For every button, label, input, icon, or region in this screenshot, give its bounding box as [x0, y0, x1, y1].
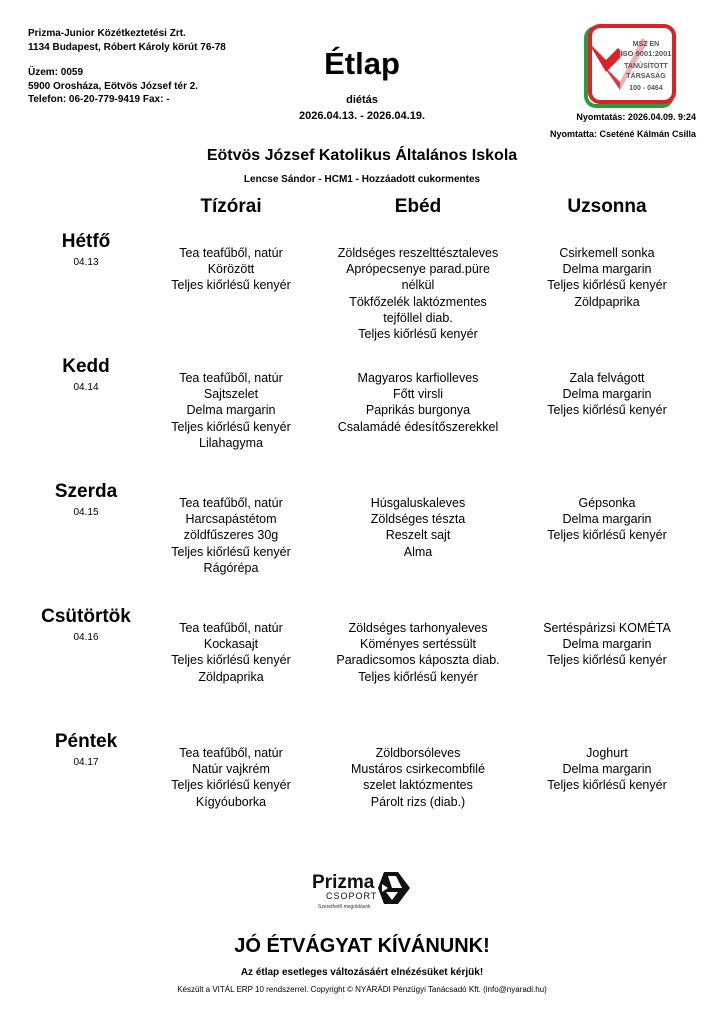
menu-cell-tizorai	[126, 495, 336, 576]
menu-item: Gépsonka	[578, 496, 636, 510]
menu-item: Natúr vajkrém	[192, 762, 270, 777]
menu-item: nélkül	[401, 278, 435, 293]
menu-item: Kockasajt	[203, 637, 259, 652]
menu-cell-ebed	[313, 620, 523, 685]
menu-item: tejföllel diab.	[383, 310, 453, 325]
menu-cell-tizorai	[126, 620, 336, 685]
menu-item: Teljes kiőrlésű kenyér	[171, 544, 291, 559]
company-address: 1134 Budapest, Róbert Károly körút 76-78	[28, 41, 226, 53]
column-header-ebed: Ebéd	[394, 196, 442, 217]
menu-cell-ebed	[313, 245, 523, 342]
day-date: 04.17	[73, 757, 99, 768]
phone: Telefon: 06-20-779-9419 Fax: -	[28, 94, 170, 105]
menu-item: Teljes kiőrlésű kenyér	[547, 403, 667, 418]
menu-cell-tizorai	[126, 370, 336, 451]
menu-item: Párolt rizs (diab.)	[370, 794, 466, 809]
menu-item: Teljes kiőrlésű kenyér	[358, 327, 478, 342]
menu-item: Köményes sertéssült	[359, 637, 477, 652]
menu-item: Zöldborsóleves	[375, 746, 461, 760]
menu-item: Magyaros karfiolleves	[357, 371, 479, 385]
prizma-logo	[310, 866, 416, 916]
menu-item: Tökfőzelék laktózmentes	[349, 294, 487, 309]
footer-apology: Az étlap esetleges változásáért elnézésüket kérjük!	[240, 967, 484, 978]
menu-item: Delma margarin	[562, 637, 652, 652]
menu-item: Teljes kiőrlésű kenyér	[171, 419, 291, 434]
menu-item: Tea teafűből, natúr	[179, 746, 283, 760]
menu-item: Harcsapástétom	[185, 512, 277, 527]
prism-icon	[378, 872, 410, 904]
menu-item: Teljes kiőrlésű kenyér	[171, 653, 291, 668]
menu-cell-uzsonna	[502, 245, 712, 310]
day-name: Kedd	[62, 356, 110, 377]
menu-item: Főtt virsli	[393, 387, 443, 402]
company-name: Prizma-Junior Közétkeztetési Zrt.	[28, 28, 186, 39]
menu-item: Reszelt sajt	[385, 528, 451, 543]
menu-cell-ebed	[313, 370, 523, 435]
menu-item: Aprópecsenye parad.püre	[346, 262, 490, 277]
menu-item: Mustáros csirkecombfilé	[350, 762, 486, 777]
menu-item: zöldfűszeres 30g	[183, 528, 279, 543]
school-name: Eötvös József Katolikus Általános Iskola	[206, 147, 518, 164]
menu-item: Delma margarin	[562, 387, 652, 402]
iso-certificate-logo	[584, 24, 676, 108]
menu-item: Teljes kiőrlésű kenyér	[547, 278, 667, 293]
diet-line: Lencse Sándor - HCM1 - Hozzáadott cukormentes	[243, 174, 481, 185]
plant-address: 5900 Orosháza, Eötvös József tér 2.	[28, 80, 199, 92]
menu-item: Teljes kiőrlésű kenyér	[171, 278, 291, 293]
menu-item: Húsgaluskaleves	[370, 496, 466, 510]
date-range: 2026.04.13. - 2026.04.19.	[299, 110, 425, 122]
cert-line-3: TANÚSÍTOTT	[624, 63, 668, 70]
menu-cell-uzsonna	[502, 495, 712, 544]
day-name: Szerda	[54, 481, 118, 502]
menu-item: Delma margarin	[562, 512, 652, 527]
day-date: 04.15	[73, 507, 99, 518]
print-date: Nyomtatás: 2026.04.09. 9:24	[576, 112, 696, 122]
menu-item: Tea teafűből, natúr	[179, 246, 283, 260]
menu-item: Csalamádé édesítőszerekkel	[337, 419, 499, 434]
cert-line-4: TÁRSASÁG	[626, 73, 666, 80]
logo-sub: CSOPORT	[326, 891, 378, 901]
day-date: 04.16	[73, 632, 99, 643]
menu-item: Teljes kiőrlésű kenyér	[547, 778, 667, 793]
footer-copyright: Készült a VITÁL ERP 10 rendszerrel. Copyright © NYÁRÁDI Pénzügyi Tanácsadó Kft. (info@nyaradi.hu)	[177, 985, 547, 994]
menu-type: diétás	[346, 94, 378, 106]
menu-item: Rágórépa	[203, 560, 259, 575]
menu-cell-tizorai	[126, 245, 336, 294]
menu-item: Alma	[403, 544, 433, 559]
menu-item: Zala felvágott	[569, 371, 645, 385]
menu-item: Tea teafűből, natúr	[179, 371, 283, 385]
column-header-tizorai: Tízórai	[200, 196, 262, 217]
menu-item: Zöldséges tarhonyaleves	[348, 621, 488, 635]
menu-cell-ebed	[313, 495, 523, 560]
menu-item: Zöldpaprika	[198, 669, 264, 684]
day-name: Péntek	[54, 731, 118, 752]
day-date: 04.13	[73, 257, 99, 268]
menu-item: Delma margarin	[186, 403, 276, 418]
menu-item: Csirkemell sonka	[559, 246, 655, 260]
menu-item: Sertéspárizsi KOMÉTA	[543, 621, 671, 635]
logo-tagline: Szerethető megoldások	[318, 904, 371, 910]
cert-line-2: ISO 9001:2001	[620, 49, 672, 58]
menu-item: Lilahagyma	[199, 435, 263, 450]
page-title: Étlap	[324, 46, 400, 81]
day-name: Csütörtök	[41, 606, 131, 627]
menu-item: Tea teafűből, natúr	[179, 621, 283, 635]
day-name: Hétfő	[61, 231, 111, 252]
menu-cell-ebed	[313, 745, 523, 810]
menu-item: szelet laktózmentes	[363, 778, 473, 793]
menu-item: Paradicsomos káposzta diab.	[336, 653, 500, 668]
menu-cell-tizorai	[126, 745, 336, 810]
menu-item: Teljes kiőrlésű kenyér	[547, 653, 667, 668]
menu-cell-uzsonna	[502, 745, 712, 794]
menu-cell-uzsonna	[502, 370, 712, 419]
logo-name: Prizma	[312, 872, 375, 893]
menu-item: Körözött	[207, 262, 255, 277]
menu-item: Delma margarin	[562, 762, 652, 777]
menu-item: Zöldséges reszelttésztaleves	[337, 246, 499, 260]
menu-item: Sajtszelet	[203, 387, 259, 402]
printed-by: Nyomtatta: Cseténé Kálmán Csilla	[549, 129, 696, 139]
menu-item: Teljes kiőrlésű kenyér	[358, 669, 478, 684]
cert-line-5: 100 - 0464	[629, 85, 663, 92]
menu-item: Delma margarin	[562, 262, 652, 277]
plant-id: Üzem: 0059	[28, 67, 84, 78]
menu-item: Teljes kiőrlésű kenyér	[547, 528, 667, 543]
cert-line-1: MSZ EN	[632, 41, 660, 48]
menu-item: Joghurt	[586, 746, 628, 760]
menu-item: Zöldséges tészta	[370, 512, 466, 527]
menu-item: Tea teafűből, natúr	[179, 496, 283, 510]
menu-item: Teljes kiőrlésű kenyér	[171, 778, 291, 793]
menu-item: Zöldpaprika	[574, 294, 640, 309]
footer-greeting: JÓ ÉTVÁGYAT KÍVÁNUNK!	[234, 935, 490, 957]
column-header-uzsonna: Uzsonna	[567, 196, 647, 217]
menu-item: Kígyóuborka	[195, 794, 267, 809]
day-date: 04.14	[73, 382, 99, 393]
menu-item: Paprikás burgonya	[365, 403, 471, 418]
menu-cell-uzsonna	[502, 620, 712, 669]
